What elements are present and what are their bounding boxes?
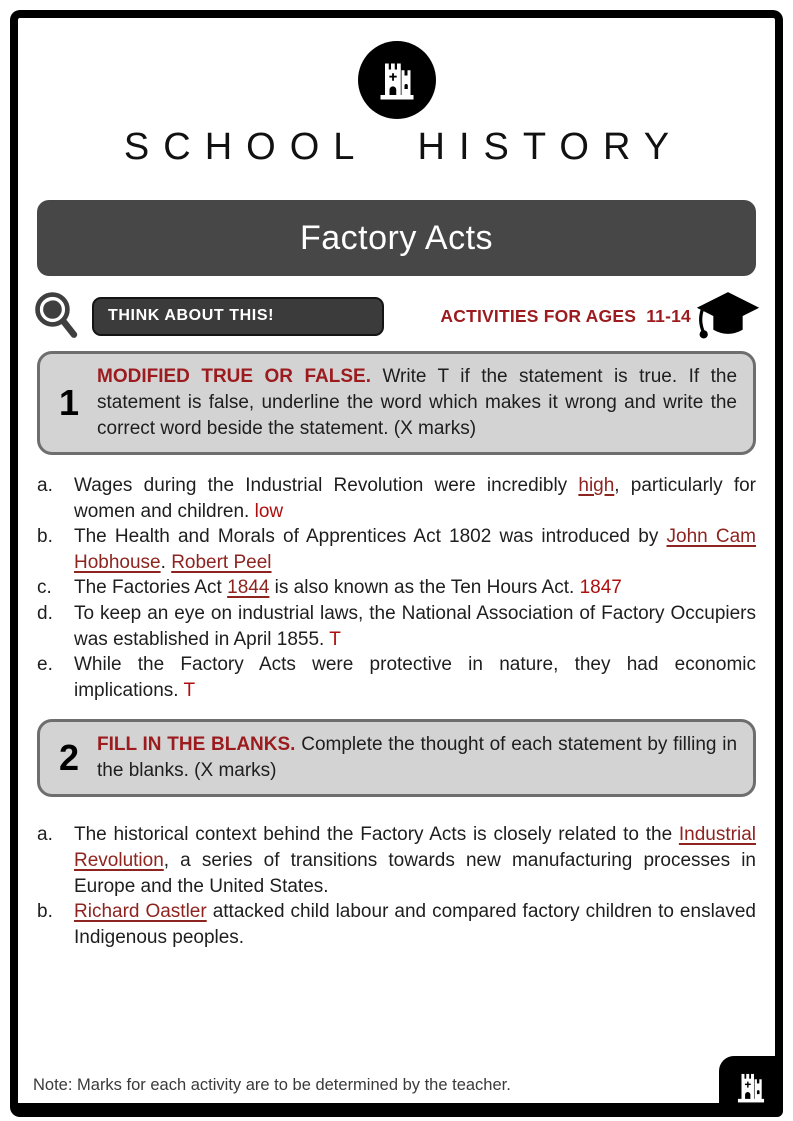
statement-text: The Factories Act <box>74 577 228 599</box>
think-about-this-label: THINK ABOUT THIS! <box>108 307 275 324</box>
item-label: c. <box>37 577 52 599</box>
brand-logo <box>18 41 775 119</box>
graduation-cap-icon <box>695 289 761 343</box>
blank-answer-word: 1844 <box>227 577 270 599</box>
footer-note: Note: Marks for each activity are to be determined by the teacher. <box>33 1076 511 1094</box>
statement-text: is also known as the Ten Hours Act. <box>269 577 580 599</box>
item-text <box>74 473 756 524</box>
item-text <box>74 601 756 652</box>
question-item <box>37 822 756 899</box>
worksheet-title-banner <box>37 200 756 276</box>
item-label: a. <box>37 824 53 846</box>
activity-2-instructions <box>97 732 737 784</box>
worksheet-title: Factory Acts <box>299 218 494 257</box>
footer-castle-logo <box>719 1056 783 1117</box>
activity-2-instruction-text: Complete the thought of each statement by filling in the blanks. (X marks) <box>97 734 738 782</box>
worksheet-content <box>18 18 775 1103</box>
blank-answer-word: Richard Oastler <box>74 901 207 923</box>
item-text <box>74 575 756 601</box>
activity-1-instruction-text: Write T if the statement is true. If the statement is false, underline the word which makes it wrong and write the correct word beside the statement. (X marks) <box>97 366 738 439</box>
statement-text: , particularly for women and children. <box>74 475 757 522</box>
statement-text: , a series of transitions towards new manufacturing processes in Europe and the United States. <box>74 849 756 897</box>
item-label: e. <box>37 654 53 676</box>
statement-text: attacked child labour and compared factory children to enslaved Indigenous peoples. <box>74 901 756 948</box>
statement-text: The historical context behind the Factory Acts is closely related to the <box>74 824 679 846</box>
question-item <box>37 575 756 601</box>
activity-2-question-list <box>37 822 756 950</box>
meta-row <box>28 288 761 344</box>
item-text <box>74 899 756 950</box>
item-label: a. <box>37 475 53 496</box>
blank-answer-word: Robert Peel <box>171 551 272 573</box>
activity-1-instruction-box <box>37 351 756 455</box>
item-text <box>74 822 756 899</box>
statement-text: While the Factory Acts were protective in nature, they had economic implications. <box>74 654 756 701</box>
correction-answer: T <box>329 628 341 650</box>
think-about-this-badge <box>92 297 384 336</box>
question-item <box>37 524 756 575</box>
item-text <box>74 524 756 575</box>
brand-name: SCHOOL HISTORY <box>123 126 684 168</box>
activity-1-instructions <box>97 364 737 442</box>
blank-answer-word: high <box>578 475 615 496</box>
activity-2-instruction-box <box>37 719 756 797</box>
castle-logo-icon <box>358 41 436 119</box>
statement-text: To keep an eye on industrial laws, the National Association of Factory Occupiers was established in April 1855. <box>74 602 756 650</box>
correction-answer: T <box>183 679 196 701</box>
item-text <box>74 652 756 703</box>
item-label: b. <box>37 526 53 548</box>
question-item <box>37 601 756 652</box>
blank-answer-word: John Cam Hobhouse <box>74 526 756 573</box>
activity-1-number: 1 <box>58 382 80 423</box>
activity-2-heading: FILL IN THE BLANKS. <box>97 734 296 756</box>
magnifier-icon <box>28 288 90 344</box>
item-label: b. <box>37 901 53 923</box>
activities-ages-label: ACTIVITIES FOR AGES 11-14 <box>440 305 691 326</box>
activity-1-question-list <box>37 473 756 703</box>
question-item <box>37 473 756 524</box>
activity-1-heading: MODIFIED TRUE OR FALSE. <box>97 366 371 387</box>
question-item <box>37 652 756 703</box>
correction-answer: low <box>254 500 284 522</box>
statement-text: . <box>160 551 172 573</box>
statement-text: Wages during the Industrial Revolution were incredibly <box>74 475 579 496</box>
castle-logo-icon <box>732 1068 770 1106</box>
activity-2-number: 2 <box>58 737 80 779</box>
blank-answer-word: Industrial Revolution <box>74 824 756 871</box>
correction-answer: 1847 <box>579 577 622 599</box>
statement-text: The Health and Morals of Apprentices Act 1802 was introduced by <box>74 526 667 548</box>
question-item <box>37 899 756 950</box>
item-label: d. <box>37 602 53 624</box>
